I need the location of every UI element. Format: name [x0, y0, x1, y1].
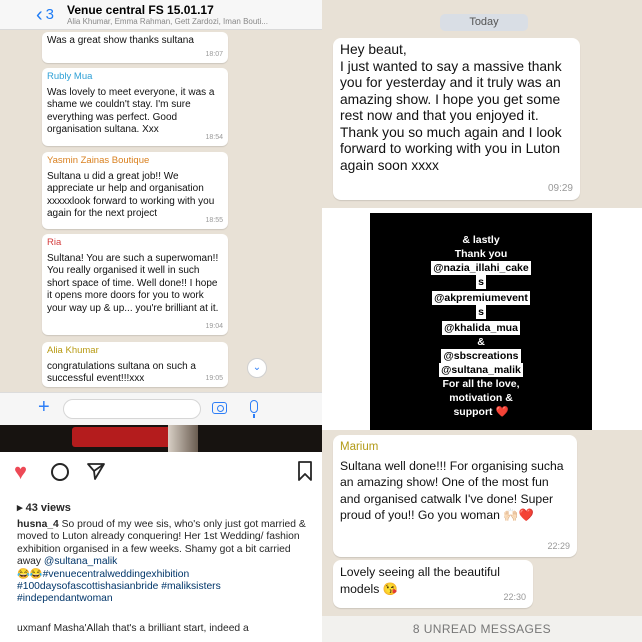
caption-hashtags[interactable]: #venuecentralweddingexhibition #100daysofascottishasianbride #maliksisters #independantwoman — [17, 568, 221, 605]
heart-icon: ❤️ — [495, 406, 509, 418]
microphone-icon[interactable] — [250, 400, 258, 413]
message-bubble — [42, 32, 228, 63]
chat-title[interactable]: Venue central FS 15.01.17 — [67, 3, 214, 17]
story-tag[interactable]: s — [478, 276, 484, 288]
views-count[interactable]: ▸ 43 views — [17, 502, 71, 514]
story-line: support — [453, 406, 493, 418]
chevron-down-icon: ⌄ — [252, 362, 262, 373]
message-bubble — [333, 38, 580, 200]
caption-username[interactable]: husna_4 — [17, 519, 59, 530]
chat-header — [0, 0, 322, 30]
message-time: 09:29 — [547, 182, 573, 194]
chevron-left-icon: ‹ — [36, 3, 43, 26]
message-sender: Rubly Mua — [47, 71, 93, 82]
next-comment: uxmanf Masha'Allah that's a brilliant start, indeed a — [17, 623, 249, 634]
direct-chat-panel — [322, 0, 642, 208]
story-line: motivation & — [449, 392, 513, 404]
comment-icon[interactable] — [51, 463, 69, 481]
marium-chat-panel — [322, 430, 642, 642]
message-text: Was lovely to meet everyone, it was a shame we couldn't stay. I'm sure everything was perfect. Good organisation sultana. Xxx — [47, 86, 215, 135]
message-bubble — [333, 560, 533, 608]
share-icon[interactable] — [86, 461, 106, 486]
story-tag[interactable]: @nazia_illahi_cake — [433, 262, 529, 274]
story-tag[interactable]: @akpremiumevent — [434, 292, 528, 304]
story-tag[interactable]: @sbscreations — [443, 350, 519, 362]
instagram-post-panel — [0, 425, 322, 642]
story-line: For all the love, — [442, 378, 520, 390]
message-bubble — [42, 68, 228, 146]
chat-members: Alia Khumar, Emma Rahman, Gett Zardozi, Iman Bouti... — [67, 17, 268, 26]
message-sender: Marium — [340, 441, 379, 453]
story-card — [370, 213, 592, 430]
scroll-down-button[interactable] — [247, 358, 267, 378]
caption-emoji: 😂😂 — [17, 568, 43, 580]
camera-icon[interactable] — [212, 402, 227, 414]
message-input[interactable] — [63, 399, 201, 419]
story-panel — [322, 208, 642, 430]
message-text: Sultana well done!!! For organising sucha an amazing show! One of the most fun and organised catwalk I've done! Super proud of you!! Go you woman 🙌🏻❤️ — [340, 458, 564, 522]
story-tag[interactable]: @sultana_malik — [441, 364, 521, 376]
story-line: Thank you — [454, 248, 508, 260]
date-pill: Today — [440, 14, 528, 31]
back-button[interactable] — [36, 3, 55, 26]
post-image[interactable] — [0, 425, 322, 452]
message-sender: Yasmin Zainas Boutique — [47, 155, 150, 166]
plus-icon[interactable]: + — [38, 396, 50, 418]
message-time: 18:54 — [205, 133, 223, 141]
message-bubble — [42, 342, 228, 387]
message-text: Sultana! You are such a superwoman!! You really organised it well in such short space of time. Well done!! I hope it opens more doors for you to work your way up & up... you're brilliant at it. — [47, 252, 219, 314]
group-chat-panel — [0, 0, 322, 425]
input-bar — [0, 392, 322, 425]
message-time: 18:07 — [205, 50, 223, 58]
message-bubble — [42, 234, 228, 335]
message-sender: Alia Khumar — [47, 345, 99, 356]
message-text: Lovely seeing all the beautiful models 😘 — [340, 565, 500, 596]
message-text: Hey beaut, I just wanted to say a massive thank you for yesterday and it truly was an amazing show. I hope you get some rest now and that you enjoyed it. Thank you so much again and I look forward to working with you in Luton again soon xxxx — [340, 42, 562, 173]
caption-text: So proud of my wee sis, who's only just got married & moved to Luton already conquering! Her 1st Wedding/ fashion exhibition organised in a few weeks. Shamy got a bit carried away — [17, 519, 306, 568]
story-tag[interactable]: @khalida_mua — [444, 322, 518, 334]
like-heart-icon[interactable]: ♥ — [14, 459, 28, 484]
message-time: 19:05 — [205, 374, 223, 382]
message-time: 22:29 — [547, 540, 570, 551]
message-text: Sultana u did a great job!! We appreciate ur help and organisation xxxxxlook forward to working with you again for the next project — [47, 170, 215, 219]
bookmark-icon[interactable] — [297, 461, 313, 486]
story-line: & lastly — [462, 234, 500, 246]
message-sender: Ria — [47, 237, 62, 248]
unread-banner: 8 UNREAD MESSAGES — [322, 616, 642, 642]
story-tag[interactable]: s — [478, 306, 484, 318]
message-bubble — [333, 435, 577, 557]
post-caption — [17, 519, 315, 606]
message-time: 19:04 — [205, 322, 223, 330]
story-line: & — [477, 336, 485, 348]
back-count: 3 — [45, 6, 55, 23]
caption-mention[interactable]: @sultana_malik — [43, 556, 118, 568]
message-text: congratulations sultana on such a successful event!!!xxx — [47, 360, 196, 384]
message-time: 18:55 — [205, 216, 223, 224]
message-bubble — [42, 152, 228, 229]
message-text: Was a great show thanks sultana — [47, 35, 194, 46]
message-time: 22:30 — [503, 591, 526, 602]
